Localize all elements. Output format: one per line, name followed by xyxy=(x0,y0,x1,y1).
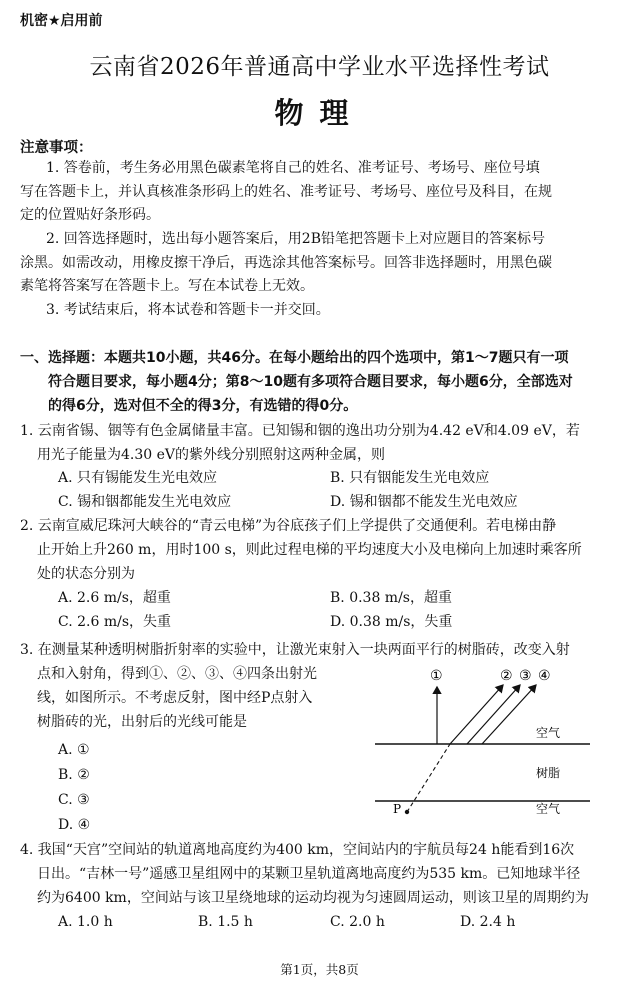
question-4-option: A. 1.0 h xyxy=(58,914,113,930)
question-1-option: D. 锡和铟都不能发生光电效应 xyxy=(330,494,518,510)
resin-label: 树脂 xyxy=(536,766,561,780)
question-2-stem: 处的状态分别为 xyxy=(37,566,135,582)
notice-line: 2. 回答选择题时，选出每小题答案后，用2B铅笔把答题卡上对应题目的答案标号 xyxy=(46,231,546,247)
point-p xyxy=(405,810,409,814)
question-2-option: D. 0.38 m/s，失重 xyxy=(330,614,453,630)
question-3-option: B. ② xyxy=(58,767,90,783)
question-4-option: D. 2.4 h xyxy=(460,914,516,930)
question-2-stem: 2. 云南宣威尼珠河大峡谷的“青云电梯”为谷底孩子们上学提供了交通便利。若电梯由静 xyxy=(20,518,557,534)
point-p-label: P xyxy=(393,802,402,816)
question-3-option: C. ③ xyxy=(58,792,90,808)
question-2-stem: 止开始上升260 m，用时100 s，则此过程电梯的平均速度大小及电梯向上加速时乘客所 xyxy=(37,542,582,558)
question-4-stem: 4. 我国“天宫”空间站的轨道离地高度约为400 km，空间站内的宇航员每24 h能看到16次 xyxy=(20,842,575,858)
notice-line: 素笔将答案写在答题卡上。写在本试卷上无效。 xyxy=(20,278,314,294)
question-4-option: B. 1.5 h xyxy=(198,914,253,930)
question-1-stem: 1. 云南省锡、铟等有色金属储量丰富。已知锡和铟的逸出功分别为4.42 eV和4.09 eV，若 xyxy=(20,423,580,439)
question-3-stem: 线，如图所示。不考虑反射，图中经P点射入 xyxy=(37,690,313,706)
question-3-stem: 点和入射角，得到①、②、③、④四条出射光 xyxy=(37,666,317,682)
refraction-figure xyxy=(360,660,600,830)
question-3-option: D. ④ xyxy=(58,817,91,833)
section-heading: 一、选择题：本题共10小题，共46分。在每小题给出的四个选项中，第1～7题只有一项 xyxy=(20,350,569,366)
notice-heading: 注意事项： xyxy=(20,140,93,156)
question-4-stem: 日出。“吉林一号”遥感卫星组网中的某颗卫星轨道离地高度约为535 km。已知地球半径 xyxy=(37,866,581,882)
ray-label-2: ② xyxy=(500,668,513,684)
ray-4 xyxy=(482,685,536,744)
notice-line: 3. 考试结束后，将本试卷和答题卡一并交回。 xyxy=(46,302,330,318)
question-1-stem: 用光子能量为4.30 eV的紫外线分别照射这两种金属，则 xyxy=(37,447,386,463)
section-heading: 的得6分，选对但不全的得3分，有选错的得0分。 xyxy=(48,398,358,414)
notice-line: 定的位置贴好条形码。 xyxy=(20,207,160,223)
question-1-option: A. 只有锡能发生光电效应 xyxy=(58,470,218,486)
question-4-stem: 约为6400 km，空间站与该卫星绕地球的运动均视为匀速圆周运动，则该卫星的周期约为 xyxy=(37,890,589,906)
question-4-option: C. 2.0 h xyxy=(330,914,385,930)
air-top-label: 空气 xyxy=(536,726,561,740)
ray-3 xyxy=(467,685,520,744)
ray-label-4: ④ xyxy=(538,668,551,684)
subject-title: 物理 xyxy=(274,96,365,130)
page-number: 第1页，共8页 xyxy=(280,962,359,977)
confidential-mark: 机密★启用前 xyxy=(20,13,103,29)
notice-line: 写在答题卡上，并认真核准条形码上的姓名、准考证号、考场号、座位号及科目，在规 xyxy=(20,184,552,200)
exam-title: 云南省2026年普通高中学业水平选择性考试 xyxy=(89,54,550,80)
notice-line: 涂黑。如需改动，用橡皮擦干净后，再选涂其他答案标号。回答非选择题时，用黑色碳 xyxy=(20,255,552,271)
question-3-stem: 3. 在测量某种透明树脂折射率的实验中，让激光束射入一块两面平行的树脂砖，改变入射 xyxy=(20,642,570,658)
ray-label-3: ③ xyxy=(519,668,532,684)
question-3-option: A. ① xyxy=(58,742,90,758)
question-2-option: B. 0.38 m/s，超重 xyxy=(330,590,452,606)
question-2-option: A. 2.6 m/s，超重 xyxy=(58,590,171,606)
question-1-option: C. 锡和铟都能发生光电效应 xyxy=(58,494,232,510)
question-2-option: C. 2.6 m/s，失重 xyxy=(58,614,172,630)
incident-ray xyxy=(407,744,450,812)
section-heading: 符合题目要求，每小题4分；第8～10题有多项符合题目要求，每小题6分，全部选对 xyxy=(48,374,573,390)
question-1-option: B. 只有铟能发生光电效应 xyxy=(330,470,490,486)
question-3-stem: 树脂砖的光，出射后的光线可能是 xyxy=(37,714,247,730)
air-bottom-label: 空气 xyxy=(536,802,561,816)
notice-line: 1. 答卷前，考生务必用黑色碳素笔将自己的姓名、准考证号、考场号、座位号填 xyxy=(46,160,540,176)
ray-2 xyxy=(450,685,503,744)
ray-label-1: ① xyxy=(430,668,443,684)
